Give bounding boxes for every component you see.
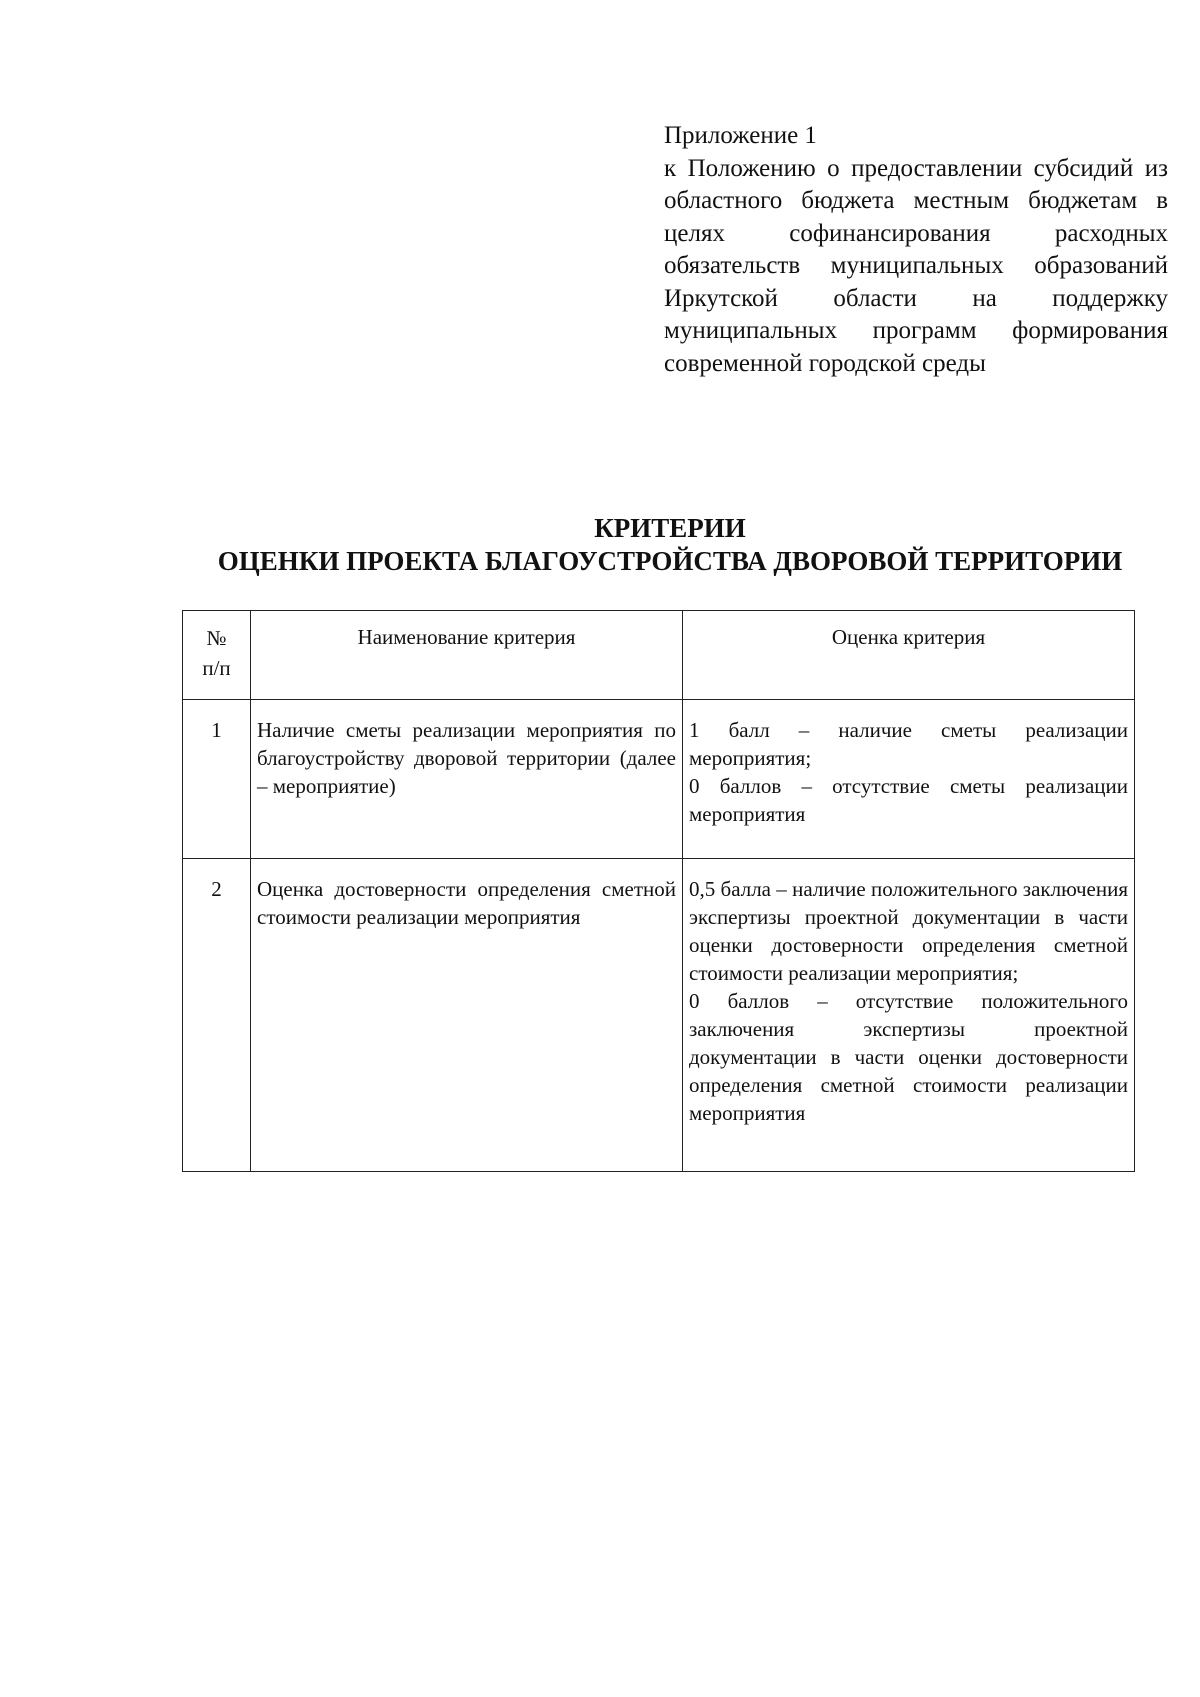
table-row xyxy=(183,700,1135,859)
score-line: 0 баллов – отсутствие сметы реализации мероприятия xyxy=(689,774,1128,826)
score-line: 1 балл – наличие сметы реализации мероприятия; xyxy=(689,718,1128,770)
row-number: 2 xyxy=(183,859,251,1172)
criterion-name: Оценка достоверности определения сметной стоимости реализации мероприятия xyxy=(251,859,683,1172)
document-heading xyxy=(180,512,1160,578)
row-number: 1 xyxy=(183,700,251,859)
table-header-row xyxy=(183,611,1135,700)
table-row xyxy=(183,859,1135,1172)
appendix-block xyxy=(664,120,1168,380)
header-number xyxy=(183,611,251,700)
header-name: Наименование критерия xyxy=(251,611,683,700)
criterion-score xyxy=(683,700,1135,859)
score-line: 0 баллов – отсутствие положительного заключения экспертизы проектной документации в части оценки достоверности определения сметной стоимости реализации мероприятия xyxy=(689,989,1128,1125)
heading-line-1: КРИТЕРИИ xyxy=(594,513,746,543)
criteria-table xyxy=(182,610,1135,1172)
score-line: 0,5 балла – наличие положительного заключения экспертизы проектной документации в части оценки достоверности определения сметной стоимости реализации мероприятия; xyxy=(689,877,1128,985)
appendix-title: Приложение 1 xyxy=(664,122,817,149)
header-number-abbrev: п/п xyxy=(202,656,231,680)
criterion-name: Наличие сметы реализации мероприятия по благоустройству дворовой территории (далее – мероприятие) xyxy=(251,700,683,859)
header-number-symbol: № xyxy=(206,626,227,650)
heading-line-2: ОЦЕНКИ ПРОЕКТА БЛАГОУСТРОЙСТВА ДВОРОВОЙ ТЕРРИТОРИИ xyxy=(217,546,1123,576)
criterion-score xyxy=(683,859,1135,1172)
header-score: Оценка критерия xyxy=(683,611,1135,700)
appendix-body: к Положению о предоставлении субсидий из областного бюджета местным бюджетам в целях софинансирования расходных обязательств муниципальных образований Иркутской области на поддержку муниципальных программ формирования современной городской среды xyxy=(664,154,1168,377)
